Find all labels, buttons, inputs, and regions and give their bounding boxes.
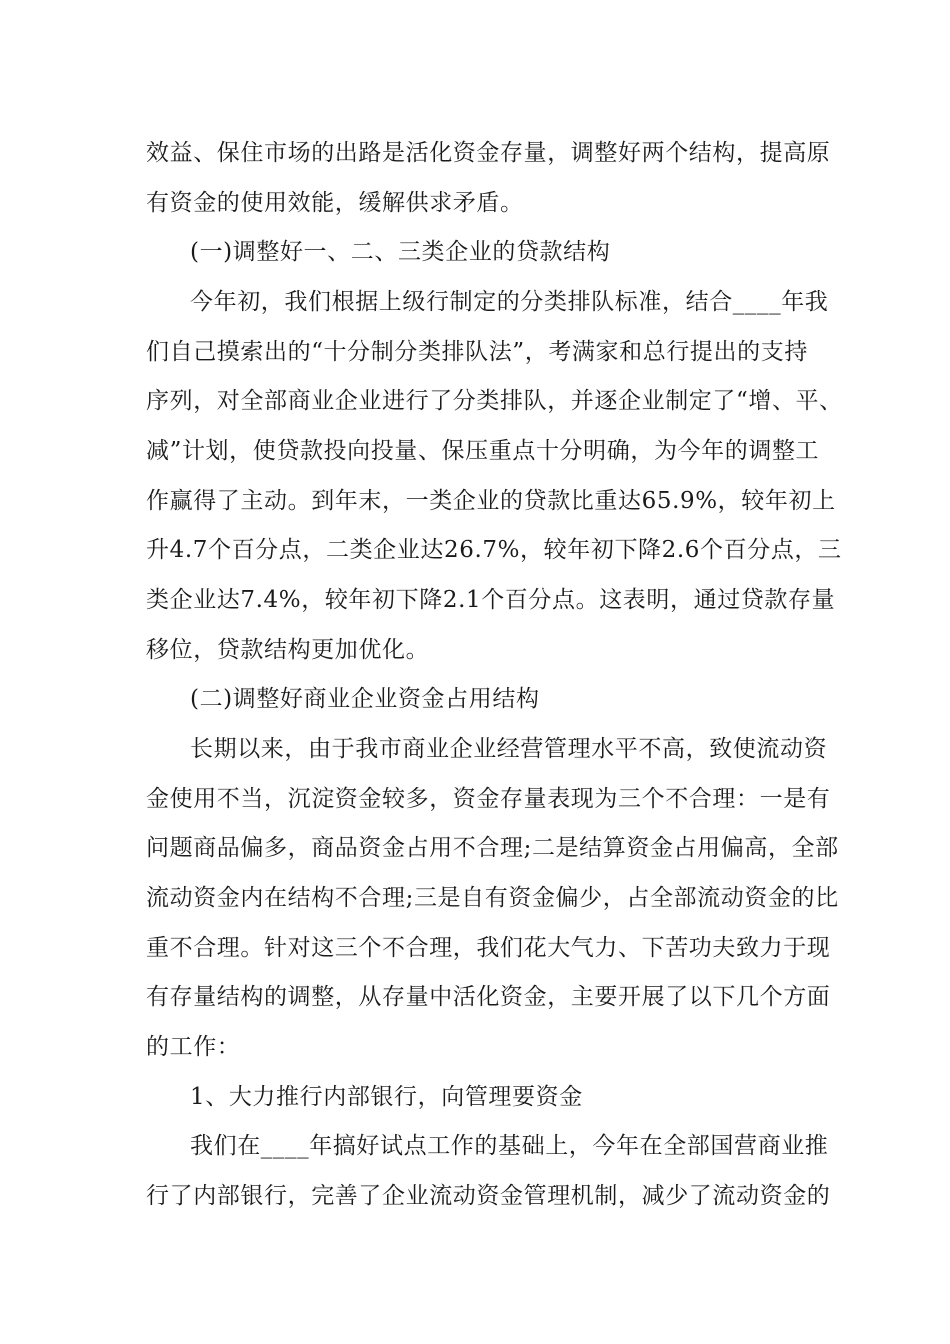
text-line: 移位，贷款结构更加优化。	[146, 637, 430, 663]
text-line: 作赢得了主动。到年末，一类企业的贷款比重达65.9%，较年初上	[146, 488, 836, 514]
text-line: 今年初，我们根据上级行制定的分类排队标准，结合____年我	[190, 289, 829, 315]
text-line: 金使用不当，沉淀资金较多，资金存量表现为三个不合理：一是有	[146, 786, 831, 812]
text-line: 们自己摸索出的“十分制分类排队法”，考满家和总行提出的支持	[146, 339, 808, 365]
text-line: 重不合理。针对这三个不合理，我们花大气力、下苦功夫致力于现	[146, 935, 831, 961]
text-line: 的工作：	[146, 1034, 241, 1060]
section-heading: (二)调整好商业企业资金占用结构	[190, 686, 540, 712]
text-line: 减”计划，使贷款投向投量、保压重点十分明确，为今年的调整工	[146, 438, 820, 464]
text-line: 序列，对全部商业企业进行了分类排队，并逐企业制定了“增、平、	[146, 388, 843, 414]
text-line: 有资金的使用效能，缓解供求矛盾。	[146, 190, 524, 216]
subsection-heading: 1、大力推行内部银行，向管理要资金	[190, 1084, 583, 1110]
text-line: 问题商品偏多，商品资金占用不合理;二是结算资金占用偏高，全部	[146, 835, 839, 861]
text-line: 有存量结构的调整，从存量中活化资金，主要开展了以下几个方面	[146, 984, 831, 1010]
text-line: 行了内部银行，完善了企业流动资金管理机制，减少了流动资金的	[146, 1183, 831, 1209]
text-line: 长期以来，由于我市商业企业经营管理水平不高，致使流动资	[190, 736, 828, 762]
text-line: 升4.7个百分点，二类企业达26.7%，较年初下降2.6个百分点，三	[146, 537, 842, 563]
section-heading: (一)调整好一、二、三类企业的贷款结构	[190, 239, 611, 265]
text-line: 效益、保住市场的出路是活化资金存量，调整好两个结构，提高原	[146, 140, 831, 166]
text-line: 类企业达7.4%，较年初下降2.1个百分点。这表明，通过贷款存量	[146, 587, 836, 613]
text-line: 流动资金内在结构不合理;三是自有资金偏少，占全部流动资金的比	[146, 885, 839, 911]
text-line: 我们在____年搞好试点工作的基础上，今年在全部国营商业推	[190, 1133, 829, 1159]
